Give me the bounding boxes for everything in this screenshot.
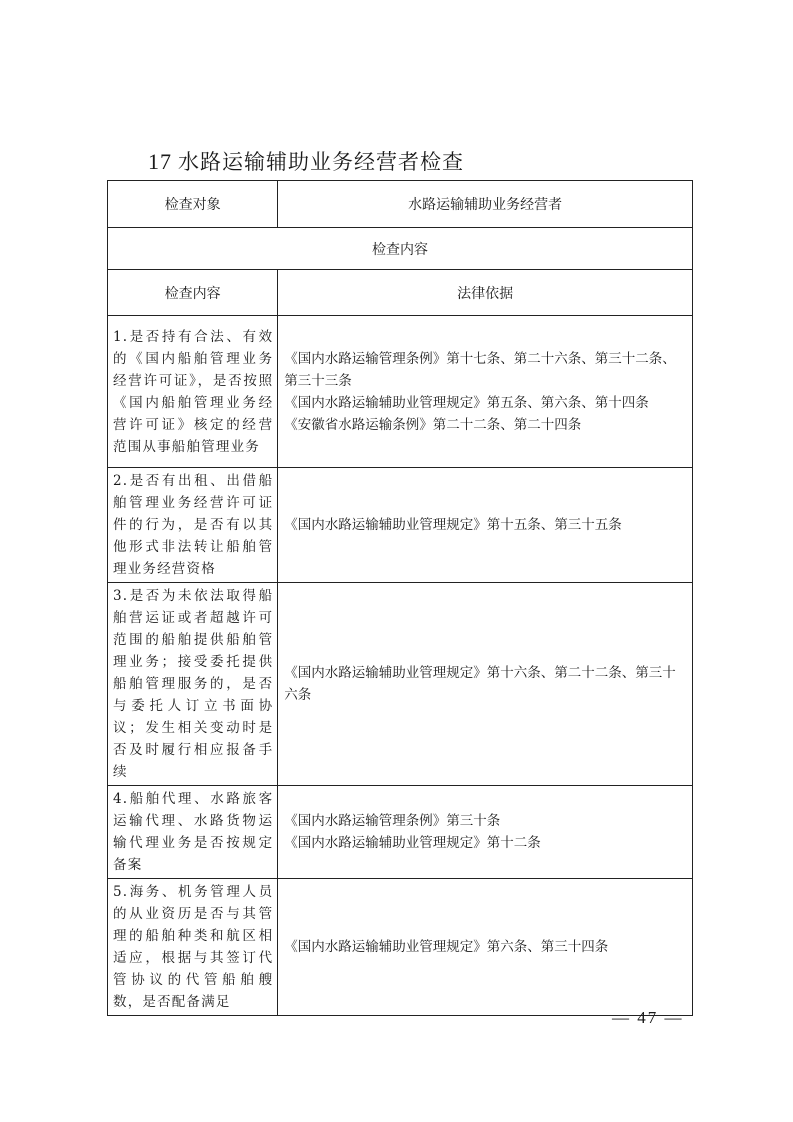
- section-number: 17: [148, 149, 172, 174]
- row-item: 2.是否有出租、出借船舶管理业务经营许可证件的行为，是否有以其他形式非法转让船舶管理业务经营资格: [108, 468, 278, 583]
- basis-line: 《国内水路运输辅助业管理规定》第五条、第六条、第十四条: [284, 394, 649, 411]
- column-header-item: 检查内容: [108, 270, 278, 316]
- inspection-target-row: [108, 181, 693, 228]
- inspection-target-value: 水路运输辅助业务经营者: [278, 181, 693, 228]
- page-number: — 47 —: [612, 1008, 684, 1027]
- table-row: [108, 583, 693, 786]
- column-header-basis: 法律依据: [278, 270, 693, 316]
- basis-line: 《安徽省水路运输条例》第二十二条、第二十四条: [284, 416, 582, 433]
- table-row: [108, 316, 693, 468]
- section-title: 水路运输辅助业务经营者检查: [178, 150, 464, 174]
- table-row: [108, 468, 693, 583]
- row-basis: [278, 468, 693, 583]
- basis-line: 《国内水路运输辅助业管理规定》第六条、第三十四条: [284, 939, 609, 955]
- inspection-table: [107, 180, 693, 1016]
- row-item: 1.是否持有合法、有效的《国内船舶管理业务经营许可证》，是否按照《国内船舶管理业务经营许可证》核定的经营范围从事船舶管理业务: [108, 316, 278, 468]
- basis-line: 《国内水路运输辅助业管理规定》第十二条: [284, 835, 541, 851]
- table-row: [108, 786, 693, 879]
- column-header-row: [108, 270, 693, 316]
- row-basis: [278, 879, 693, 1016]
- content-heading-row: [108, 228, 693, 270]
- row-basis: [278, 316, 693, 468]
- content-heading: 检查内容: [108, 228, 693, 270]
- row-item: 5.海务、机务管理人员的从业资历是否与其管理的船舶种类和航区相适应，根据与其签订代管协议的代管船舶艘数，是否配备满足: [108, 879, 278, 1016]
- row-item: 4.船舶代理、水路旅客运输代理、水路货物运输代理业务是否按规定备案: [108, 786, 278, 879]
- basis-line: 《国内水路运输辅助业管理规定》第十六条、第二十二条、第三十六条: [284, 665, 676, 703]
- basis-line: 《国内水路运输管理条例》第三十条: [284, 813, 501, 829]
- basis-line: 《国内水路运输管理条例》第十七条、第二十六条、第三十二条、第三十三条: [284, 350, 676, 389]
- row-basis: [278, 583, 693, 786]
- row-item: 3.是否为未依法取得船舶营运证或者超越许可范围的船舶提供船舶管理业务；接受委托提供船舶管理服务的，是否与委托人订立书面协议；发生相关变动时是否及时履行相应报备手续: [108, 583, 278, 786]
- table-row: [108, 879, 693, 1016]
- section-title-block: [148, 146, 464, 176]
- inspection-target-label: 检查对象: [108, 181, 278, 228]
- row-basis: [278, 786, 693, 879]
- basis-line: 《国内水路运输辅助业管理规定》第十五条、第三十五条: [284, 517, 622, 533]
